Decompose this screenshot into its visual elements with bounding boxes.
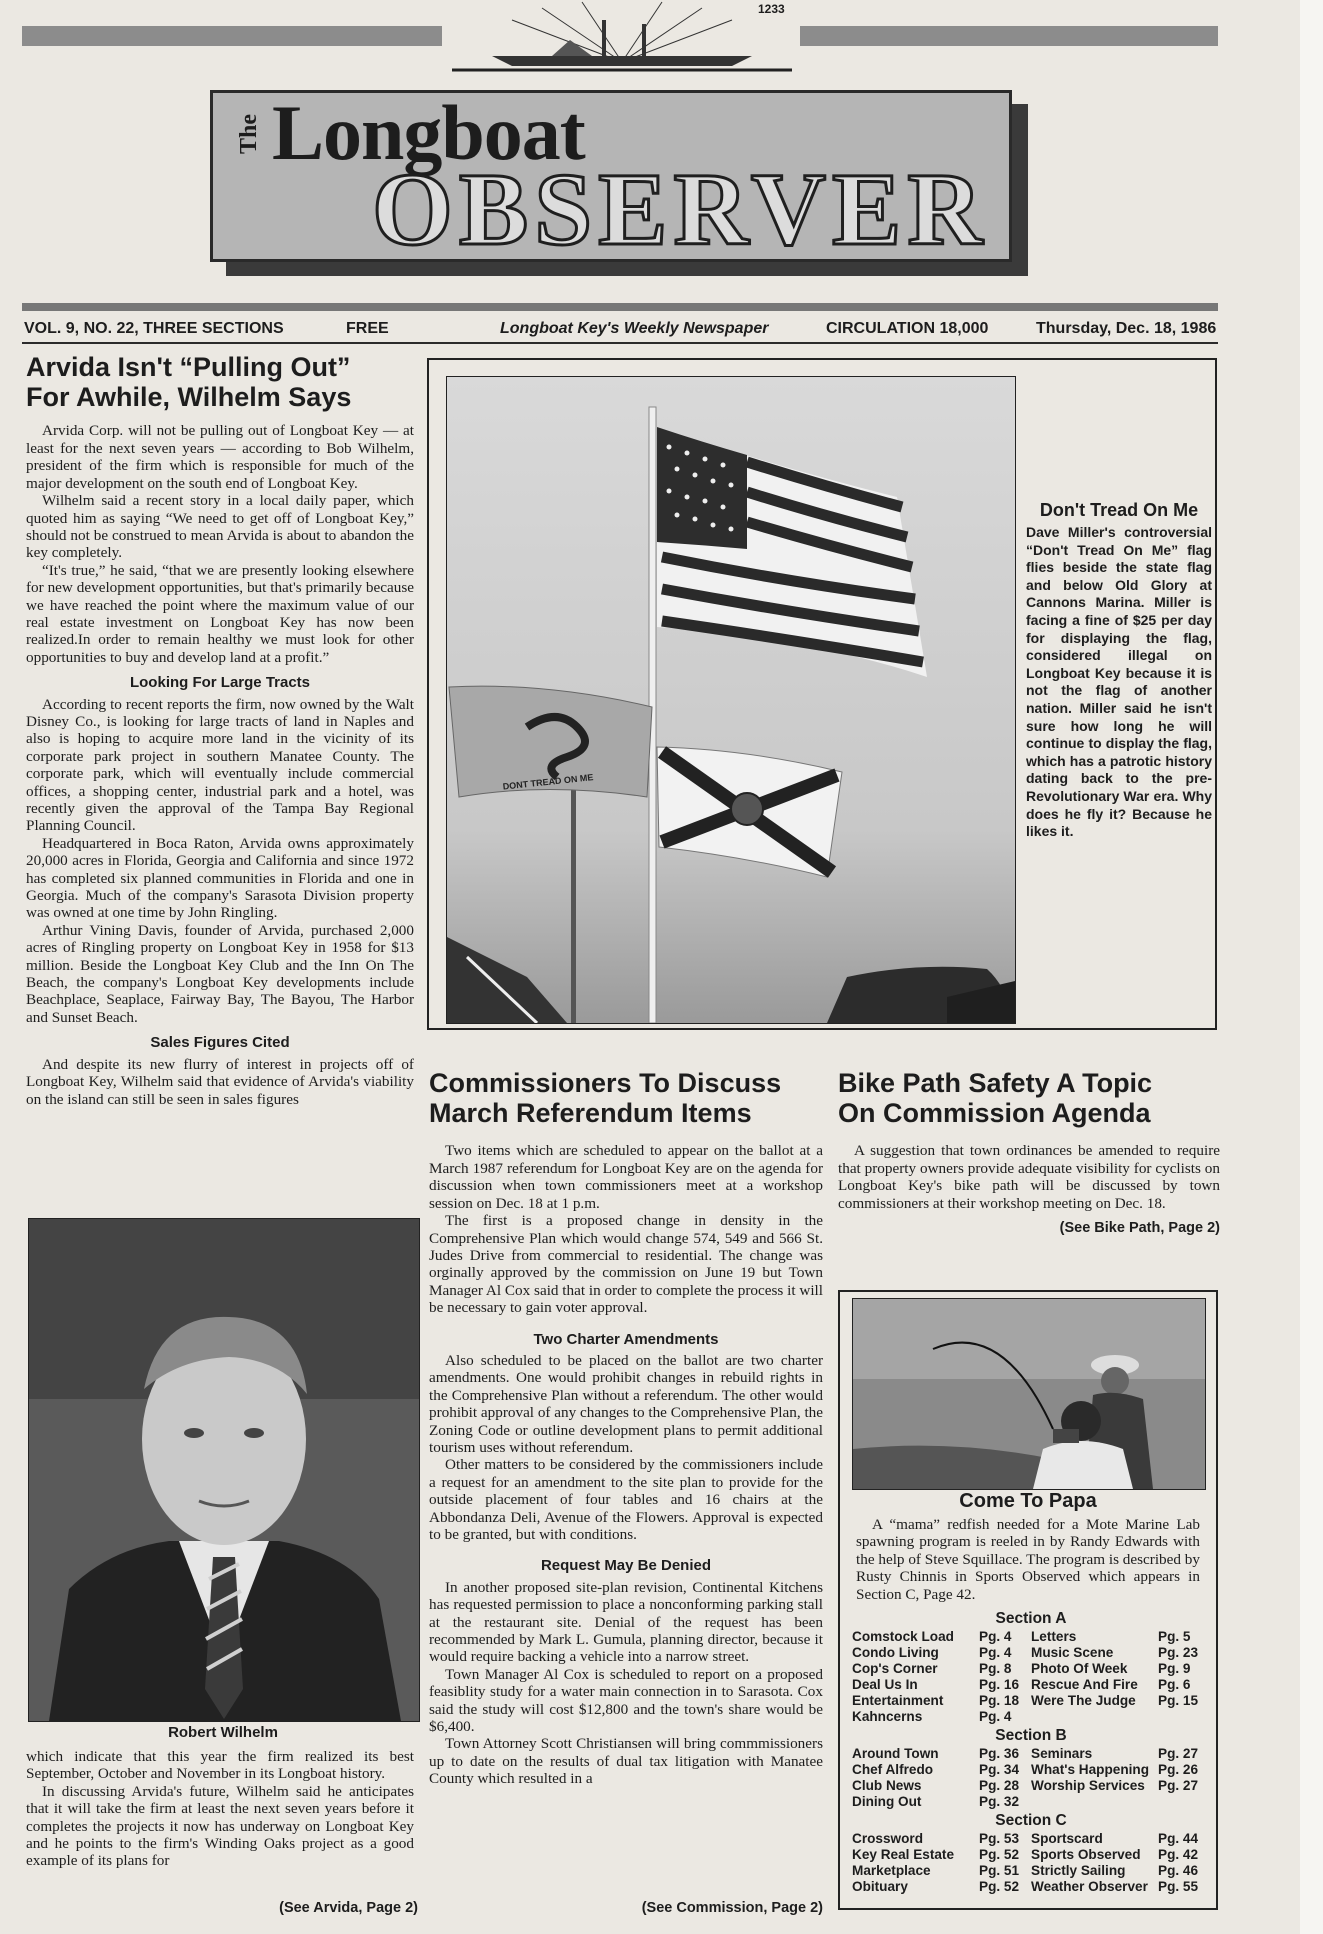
index-entry[interactable]: Music Scene Pg. 23 <box>1031 1645 1199 1660</box>
arvida-paragraph: Headquartered in Boca Raton, Arvida owns approximately 20,000 acres in Florida, Georgia and California and since 1972 has completed six planned communities in Florida and one in Georgia. Much of the company's Sarasota Division property was owned at one time by John Ringling. <box>26 834 414 922</box>
index-section-c <box>852 1831 1210 1895</box>
bikepath-story <box>838 1068 1220 1236</box>
arvida-subhead-large-tracts: Looking For Large Tracts <box>129 674 311 692</box>
index-entry[interactable]: Seminars Pg. 27 <box>1031 1746 1199 1761</box>
bikepath-paragraph: A suggestion that town ordinances be amended to require that property owners provide adequate visibility for cyclists on Longboat Key's bike path will be discussed by town commissioners at their workshop meeting on Dec. 18. <box>838 1142 1220 1212</box>
index-entry[interactable]: Strictly Sailing Pg. 46 <box>1031 1863 1199 1878</box>
index-section-b-title: Section B <box>995 1727 1067 1744</box>
arvida-story-top <box>26 352 414 1108</box>
commissioners-paragraph: Other matters to be considered by the commissioners include a request for an amendment to the site plan to provide for the outside placement of four tables and 16 chairs at the Abbondanza Deli, Avenue of the Flowers. Approval is expected to be granted, but with conditions. <box>429 1456 823 1543</box>
redfish-photo <box>852 1298 1206 1490</box>
index-entry[interactable]: Worship Services Pg. 27 <box>1031 1778 1199 1793</box>
index-section-c-title: Section C <box>995 1812 1067 1829</box>
index-entry[interactable]: Weather Observer Pg. 55 <box>1031 1879 1199 1894</box>
papa-caption-title: Come To Papa <box>959 1490 1097 1512</box>
arvida-headline-line2: For Awhile, Wilhelm Says <box>26 382 352 413</box>
arvida-paragraph: “It's true,” he said, “that we are presently looking elsewhere for new development opportunities, but that's primarily because we have reached the point where the maximum value of our real estate investment on Longboat Key has now been realized.In order to remain healthy we must look for other opportunities to buy and develop land at a profit.” <box>26 561 414 666</box>
arvida-paragraph: In discussing Arvida's future, Wilhelm said he anticipates that it will take the firm at least the next seven years before it completes the projects it now has underway on Longboat Key and he points to the firm's Winding Oaks project as a good example of its plans for <box>26 1782 414 1870</box>
redfish-photo-graphic <box>853 1299 1205 1489</box>
dateline-date: Thursday, Dec. 18, 1986 <box>1036 320 1217 337</box>
masthead-the: The <box>236 114 262 155</box>
index-entry[interactable]: Dining Out Pg. 32 <box>852 1794 1020 1809</box>
arvida-paragraph: which indicate that this year the firm realized its best September, October and November in its Longboat history. <box>26 1748 414 1783</box>
index-entry[interactable]: Key Real Estate Pg. 52 <box>852 1847 1020 1862</box>
index-entry[interactable]: What's Happening Pg. 26 <box>1031 1762 1199 1777</box>
flag-photo <box>446 376 1016 1024</box>
index-entry[interactable]: Crossword Pg. 53 <box>852 1831 1020 1846</box>
index-entry[interactable]: Comstock Load Pg. 4 <box>852 1629 1012 1644</box>
index-section-a-title: Section A <box>995 1610 1067 1627</box>
commissioners-paragraph: Also scheduled to be placed on the ballot are two charter amendments. One would prohibit changes in rebuild rights in the Comprehensive Plan without a referendum. The other would prohibit approval of any changes to the Comprehensive Plan, the Zoning Code or outline development plans to permit additional tourism uses without referendum. <box>429 1351 823 1456</box>
index-entry[interactable]: Were The Judge Pg. 15 <box>1031 1693 1199 1708</box>
arvida-paragraph: And despite its new flurry of interest in projects off of Longboat Key, Wilhelm said that evidence of Arvida's viability on the island can still be seen in sales figures <box>26 1055 414 1108</box>
index-entry[interactable]: Photo Of Week Pg. 9 <box>1031 1661 1191 1676</box>
arvida-paragraph: Arvida Corp. will not be pulling out of Longboat Key — at least for the next seven years — according to Bob Wilhelm, president of the firm which is responsible for much of the major development on the south end of Longboat Key. <box>26 422 414 492</box>
top-rule-right <box>800 26 1218 46</box>
index-entry[interactable]: Club News Pg. 28 <box>852 1778 1020 1793</box>
commissioners-headline-line2: March Referendum Items <box>429 1098 752 1129</box>
index-entry[interactable]: Letters Pg. 5 <box>1031 1629 1191 1644</box>
index-entry[interactable]: Around Town Pg. 36 <box>852 1746 1020 1761</box>
top-rule-left <box>22 26 442 46</box>
index-entry[interactable]: Cop's Corner Pg. 8 <box>852 1661 1012 1676</box>
commissioners-subhead-charter: Two Charter Amendments <box>533 1330 719 1348</box>
bikepath-jump-link[interactable]: (See Bike Path, Page 2) <box>1059 1220 1220 1237</box>
arvida-headline-line1: Arvida Isn't “Pulling Out” <box>26 352 351 382</box>
index-entry[interactable]: Chef Alfredo Pg. 34 <box>852 1762 1020 1777</box>
dateline-bottom-rule <box>22 342 1218 344</box>
dateline-price: FREE <box>346 320 389 337</box>
index-entry[interactable]: Kahncerns Pg. 4 <box>852 1709 1012 1724</box>
index-entry[interactable]: Marketplace Pg. 51 <box>852 1863 1020 1878</box>
index-entry[interactable]: Entertainment Pg. 18 <box>852 1693 1020 1708</box>
ship-sunrise-emblem <box>452 0 792 72</box>
section-index <box>852 1608 1210 1895</box>
index-entry[interactable]: Rescue And Fire Pg. 6 <box>1031 1677 1191 1692</box>
commissioners-jump-link[interactable]: (See Commission, Page 2) <box>641 1900 823 1916</box>
page-edge <box>1300 0 1323 1934</box>
commissioners-paragraph: Town Attorney Scott Christiansen will bring commmissioners up to date on the results of dual tax litigation with Manatee County which resulted in a <box>429 1735 823 1788</box>
bikepath-headline-line1: Bike Path Safety A Topic <box>838 1068 1153 1098</box>
dateline-circulation: CIRCULATION 18,000 <box>826 320 989 337</box>
index-section-a <box>852 1629 1210 1725</box>
dateline-top-rule <box>22 303 1218 311</box>
commissioners-paragraph: In another proposed site-plan revision, Continental Kitchens has requested permission to place a nonconforming parking stall at the restaurant site. Denial of the request has been recommended by Mark L. Gumula, planning director, because it would require backing a vehicle into a narrow street. <box>429 1578 823 1666</box>
index-entry[interactable]: Sports Observed Pg. 42 <box>1031 1847 1199 1862</box>
papa-caption-text <box>856 1516 1200 1603</box>
emblem-number: 1233 <box>758 2 785 16</box>
index-entry[interactable]: Sportscard Pg. 44 <box>1031 1831 1199 1846</box>
index-entry[interactable]: Obituary Pg. 52 <box>852 1879 1020 1894</box>
dateline-volume: VOL. 9, NO. 22, THREE SECTIONS <box>24 320 284 337</box>
arvida-subhead-sales-figures: Sales Figures Cited <box>150 1034 290 1052</box>
flag-photo-graphic <box>447 377 1015 1023</box>
flag-caption-title: Don't Tread On Me <box>1039 500 1199 520</box>
arvida-story-continued <box>26 1748 414 1870</box>
arvida-paragraph: Arthur Vining Davis, founder of Arvida, purchased 2,000 acres of Ringling property on Longboat Key in 1958 for $13 million. Beside the Longboat Key Club and the Inn On The Beach, the company's Longboat Key developments include Beachplace, Seaplace, Fairway Bay, The Bayou, The Harbor and Sunset Beach. <box>26 921 414 1026</box>
index-entry[interactable]: Deal Us In Pg. 16 <box>852 1677 1020 1692</box>
gadsden-flag-graphic <box>449 686 652 797</box>
commissioners-subhead-denied: Request May Be Denied <box>540 1557 712 1575</box>
arvida-paragraph: According to recent reports the firm, now owned by the Walt Disney Co., is looking for large tracts of land in Naples and also is hoping to acquire more land in the vicinity of its corporate park project in southern Manatee County. The corporate park, which will eventually include commercial offices, a shopping center, industrial park and a hotel, was recently given the approval of the Tampa Bay Regional Planning Council. <box>26 695 414 835</box>
commissioners-paragraph: The first is a proposed change in density in the Comprehensive Plan which would change 574, 549 and 566 St. Judes Drive from commercial to residential. The change was orginally approved by the commission on June 19 but Town Manager Al Cox said that in order to complete the process it will be necessary to gain voter approval. <box>429 1212 823 1317</box>
papa-caption-paragraph: A “mama” redfish needed for a Mote Marine Lab spawning program is reeled in by Randy Edwards with the help of Steve Squillace. The program is described by Rusty Chinnis in Sports Observed which appears in Section C, Page 42. <box>856 1516 1200 1603</box>
masthead-longboat: Longboat <box>272 89 585 176</box>
commissioners-paragraph: Two items which are scheduled to appear on the ballot at a March 1987 referendum for Longboat Key are on the agenda for discussion when town commissioners meet at a workshop session on Dec. 18 at 1 p.m. <box>429 1142 823 1212</box>
dateline-tagline: Longboat Key's Weekly Newspaper <box>500 320 769 337</box>
masthead-observer: OBSERVER <box>372 152 989 267</box>
flag-caption-text: Dave Miller's controversial “Don't Tread On Me” flag flies beside the state flag and below Old Glory at Cannons Marina. Miller is facing a fine of $25 per day for displaying the flag, considered illegal on Longboat Key because it is not the flag of another nation. Miller said he isn't sure how long he will continue to display the flag, which has a patrotic history dating back to the pre-Revolutionary War era. Why does he fly it? Because he likes it. <box>1026 524 1212 840</box>
index-section-b <box>852 1746 1210 1810</box>
commissioners-paragraph: Town Manager Al Cox is scheduled to report on a proposed feasiblity study for a water main connection in to Sarasota. Cox said the study will cost $12,800 and the town's share would be $6,400. <box>429 1665 823 1736</box>
wilhelm-photo-caption: Robert Wilhelm <box>168 1724 278 1741</box>
gadsden-flag-text: DONT TREAD ON ME <box>502 772 594 792</box>
wilhelm-photo <box>28 1218 420 1722</box>
bikepath-headline-line2: On Commission Agenda <box>838 1098 1151 1129</box>
arvida-paragraph: Wilhelm said a recent story in a local daily paper, which quoted him as saying “We need to get off of Longboat Key,” should not be construed to mean Arvida is about to abandon the key completely. <box>26 492 414 562</box>
wilhelm-portrait-graphic <box>29 1219 419 1721</box>
arvida-jump-link[interactable]: (See Arvida, Page 2) <box>279 1900 418 1916</box>
index-entry[interactable]: Condo Living Pg. 4 <box>852 1645 1012 1660</box>
commissioners-headline-line1: Commissioners To Discuss <box>429 1068 782 1098</box>
commissioners-story <box>429 1068 823 1788</box>
